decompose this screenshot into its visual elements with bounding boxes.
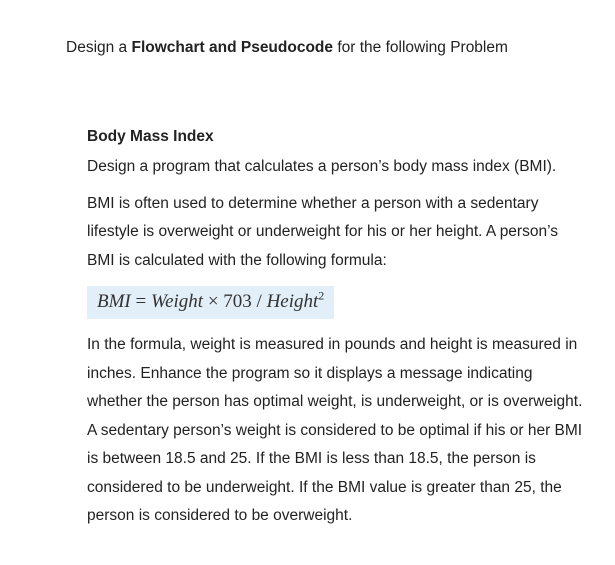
formula-equals: = — [135, 291, 147, 312]
details-line: whether the person has optimal weight, is underweight, or is overweight. — [87, 393, 583, 410]
description-line: BMI is calculated with the following formula: — [87, 251, 387, 269]
heading-bold: Flowchart and Pseudocode — [131, 39, 334, 56]
assignment-heading — [66, 38, 508, 58]
formula-weight: Weight — [150, 291, 204, 312]
problem-section — [87, 126, 615, 531]
formula-times: × — [207, 291, 219, 312]
problem-details — [87, 331, 615, 531]
details-line: In the formula, weight is measured in pounds and height is measured in — [87, 336, 578, 353]
description-line: BMI is often used to determine whether a person with a sedentary — [87, 194, 539, 212]
problem-title: Body Mass Index — [87, 128, 214, 145]
heading-prefix: Design a — [66, 39, 132, 56]
description-line: lifestyle is overweight or underweight for his or her height. A person’s — [87, 223, 558, 240]
details-line: A sedentary person’s weight is considered to be optimal if his or her BMI — [87, 421, 583, 439]
formula-height: Height — [266, 291, 319, 312]
details-line: considered to be underweight. If the BMI value is greater than 25, the — [87, 478, 562, 496]
details-line: is between 18.5 and 25. If the BMI is less than 18.5, the person is — [87, 450, 536, 467]
details-line: person is considered to be overweight. — [87, 507, 353, 524]
bmi-formula — [87, 286, 334, 319]
problem-description — [87, 190, 615, 276]
heading-suffix: for the following Problem — [333, 39, 508, 56]
formula-constant: 703 — [223, 291, 252, 312]
formula-lhs: BMI — [97, 291, 131, 312]
details-line: inches. Enhance the program so it displays a message indicating — [87, 364, 533, 382]
formula-divide: / — [256, 291, 262, 312]
problem-intro: Design a program that calculates a person’s body mass index (BMI). — [87, 158, 557, 175]
formula-exponent: 2 — [318, 288, 325, 303]
